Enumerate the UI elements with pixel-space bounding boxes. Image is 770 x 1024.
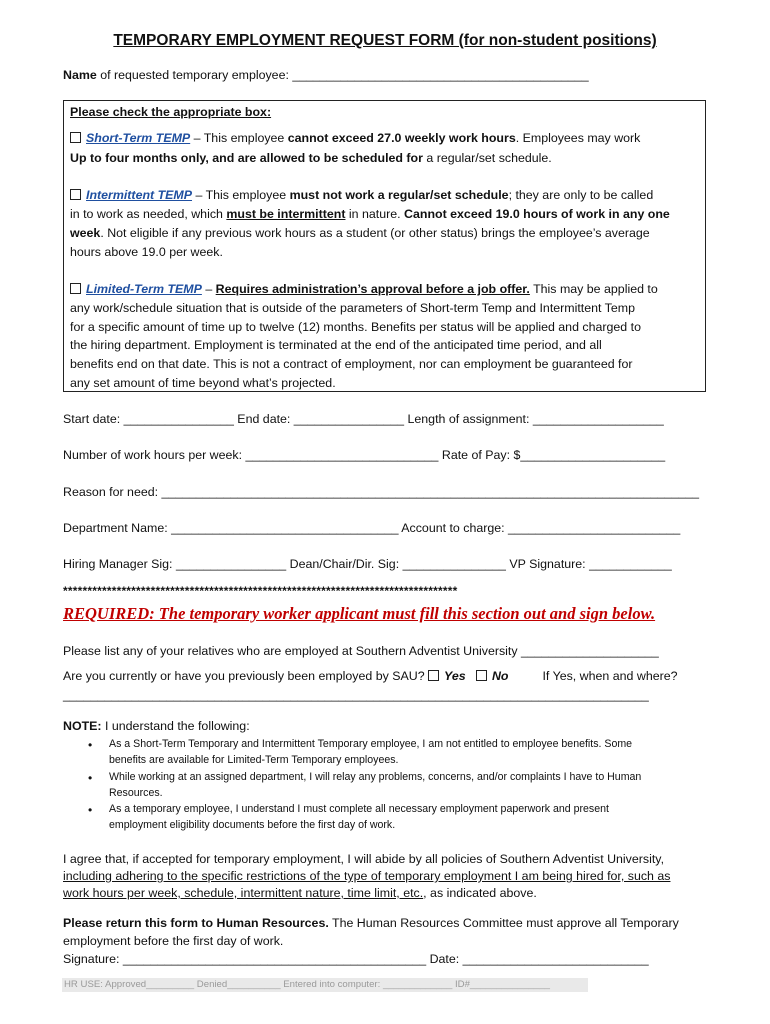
limited-line-4: the hiring department. Employment is terminated at the end of the anticipated time period, and all: [70, 338, 602, 352]
short-term-checkbox[interactable]: [70, 132, 81, 143]
bullet-1: •: [88, 738, 93, 752]
limited-text-a: –: [201, 282, 216, 296]
short-term-text-a: – This employee: [190, 131, 288, 145]
agreement-restrictions: work hours per week, schedule, intermittent nature, time limit, etc.: [63, 886, 424, 900]
department-account-line[interactable]: Department Name: _________________________________ Account to charge: _________________________: [63, 521, 681, 535]
agreement-end: , as indicated above.: [423, 886, 537, 900]
no-label: No: [491, 669, 509, 683]
intermittent-checkbox[interactable]: [70, 189, 81, 200]
short-term-line-1[interactable]: [70, 131, 640, 145]
previous-question: Are you currently or have you previously been employed by SAU?: [63, 669, 429, 683]
limited-line-3: for a specific amount of time up to twelve (12) months. Benefits per status will be applied and charged to: [70, 320, 641, 334]
short-term-months: Up to four months only, and are allowed to be scheduled for: [70, 151, 423, 165]
limited-checkbox[interactable]: [70, 283, 81, 294]
bullet-3-line-2: employment eligibility documents before the first day of work.: [109, 819, 396, 831]
intermittent-line-4: hours above 19.0 per week.: [70, 245, 223, 259]
short-term-text-c: . Employees may work: [515, 131, 641, 145]
intermittent-line-2: [70, 207, 670, 221]
return-committee: The Human Resources Committee must approve all Temporary: [328, 916, 679, 930]
when-where-label: If Yes, when and where?: [542, 669, 678, 683]
yes-checkbox[interactable]: [428, 670, 439, 681]
intermittent-text-c: ; they are only to be called: [508, 188, 654, 202]
limited-line-6: any set amount of time beyond what’s projected.: [70, 376, 336, 390]
short-term-schedule: a regular/set schedule.: [422, 151, 552, 165]
separator-stars: *********************************************************************************: [63, 584, 458, 598]
intermittent-text-a: – This employee: [192, 188, 290, 202]
bullet-2-line-2: Resources.: [109, 787, 163, 799]
limited-line-2: any work/schedule situation that is outside of the parameters of Short-term Temp and Intermittent Temp: [70, 301, 635, 315]
relatives-line[interactable]: Please list any of your relatives who are employed at Southern Adventist University ____________________: [63, 644, 659, 658]
bullet-1-line-1: As a Short-Term Temporary and Intermittent Temporary employee, I am not entitled to employee benefits. Some: [109, 738, 633, 750]
return-instruction: Please return this form to Human Resources.: [63, 916, 329, 930]
hr-use-bar: HR USE: Approved_________ Denied__________ Entered into computer: _____________ ID#_______________: [62, 978, 588, 992]
intermittent-label: Intermittent TEMP: [86, 188, 193, 202]
agreement-line-2: including adhering to the specific restrictions of the type of temporary employment I am being hired for, such as: [63, 869, 671, 883]
limited-line-5: benefits end on that date. This is not a contract of employment, nor can employment be guaranteed for: [70, 357, 633, 371]
required-heading: REQUIRED: The temporary worker applicant must fill this section out and sign below.: [63, 604, 656, 623]
short-term-limit: cannot exceed 27.0 weekly work hours: [287, 131, 516, 145]
no-checkbox[interactable]: [476, 670, 487, 681]
hours-rate-line[interactable]: Number of work hours per week: ____________________________ Rate of Pay: $_____________________: [63, 448, 666, 462]
bullet-1-line-2: benefits are available for Limited-Term Temporary employees.: [109, 754, 399, 766]
agreement-line-1: I agree that, if accepted for temporary employment, I will abide by all policies of Southern Adventist University,: [63, 852, 665, 866]
name-label: Name: [63, 68, 97, 82]
name-field: of requested temporary employee: ___________________________________________: [96, 68, 589, 82]
limited-label: Limited-Term TEMP: [86, 282, 202, 296]
short-term-line-2: [70, 151, 552, 165]
intermittent-l2-d: Cannot exceed 19.0 hours of work in any one: [404, 207, 670, 221]
limited-text-c: This may be applied to: [529, 282, 658, 296]
short-term-label: Short-Term TEMP: [86, 131, 191, 145]
signature-date-line[interactable]: Signature: ____________________________________________ Date: ___________________________: [63, 952, 649, 966]
agreement-line-3: [63, 886, 537, 900]
bullet-2: •: [88, 771, 93, 785]
intermittent-l2-b: must be intermittent: [226, 207, 346, 221]
note-line: [63, 719, 250, 733]
form-title: TEMPORARY EMPLOYMENT REQUEST FORM (for non-student positions): [113, 32, 657, 49]
bullet-3: •: [88, 803, 93, 817]
return-line-2: employment before the first day of work.: [63, 934, 284, 948]
employee-name-line[interactable]: [63, 68, 589, 82]
signatures-line[interactable]: Hiring Manager Sig: ________________ Dean/Chair/Dir. Sig: _______________ VP Signature: ____________: [63, 557, 672, 571]
yes-label: Yes: [444, 669, 466, 683]
intermittent-l3-b: . Not eligible if any previous work hours as a student (or other status) brings the employee’s average: [100, 226, 650, 240]
intermittent-l3-a: week: [70, 226, 101, 240]
intermittent-line-3: [70, 226, 650, 240]
reason-line[interactable]: Reason for need: ______________________________________________________________________________: [63, 485, 700, 499]
intermittent-l2-c: in nature.: [345, 207, 405, 221]
return-line-1: [63, 916, 679, 930]
dates-line[interactable]: Start date: ________________ End date: ________________ Length of assignment: ___________________: [63, 412, 664, 426]
limited-line-1[interactable]: [70, 282, 658, 296]
previous-employment-line: [63, 669, 678, 683]
limited-approval: Requires administration’s approval before a job offer.: [215, 282, 530, 296]
note-label: NOTE:: [63, 719, 102, 733]
bullet-2-line-1: While working at an assigned department, I will relay any problems, concerns, and/or complaints I have to Human: [109, 771, 642, 783]
intermittent-line-1[interactable]: [70, 188, 653, 202]
bullet-3-line-1: As a temporary employee, I understand I must complete all necessary employment paperwork and present: [109, 803, 609, 815]
intermittent-l2-a: in to work as needed, which: [70, 207, 227, 221]
when-where-field[interactable]: _____________________________________________________________________________________: [63, 688, 649, 702]
box-heading: Please check the appropriate box:: [70, 105, 272, 119]
note-text: I understand the following:: [101, 719, 250, 733]
intermittent-restriction: must not work a regular/set schedule: [289, 188, 509, 202]
